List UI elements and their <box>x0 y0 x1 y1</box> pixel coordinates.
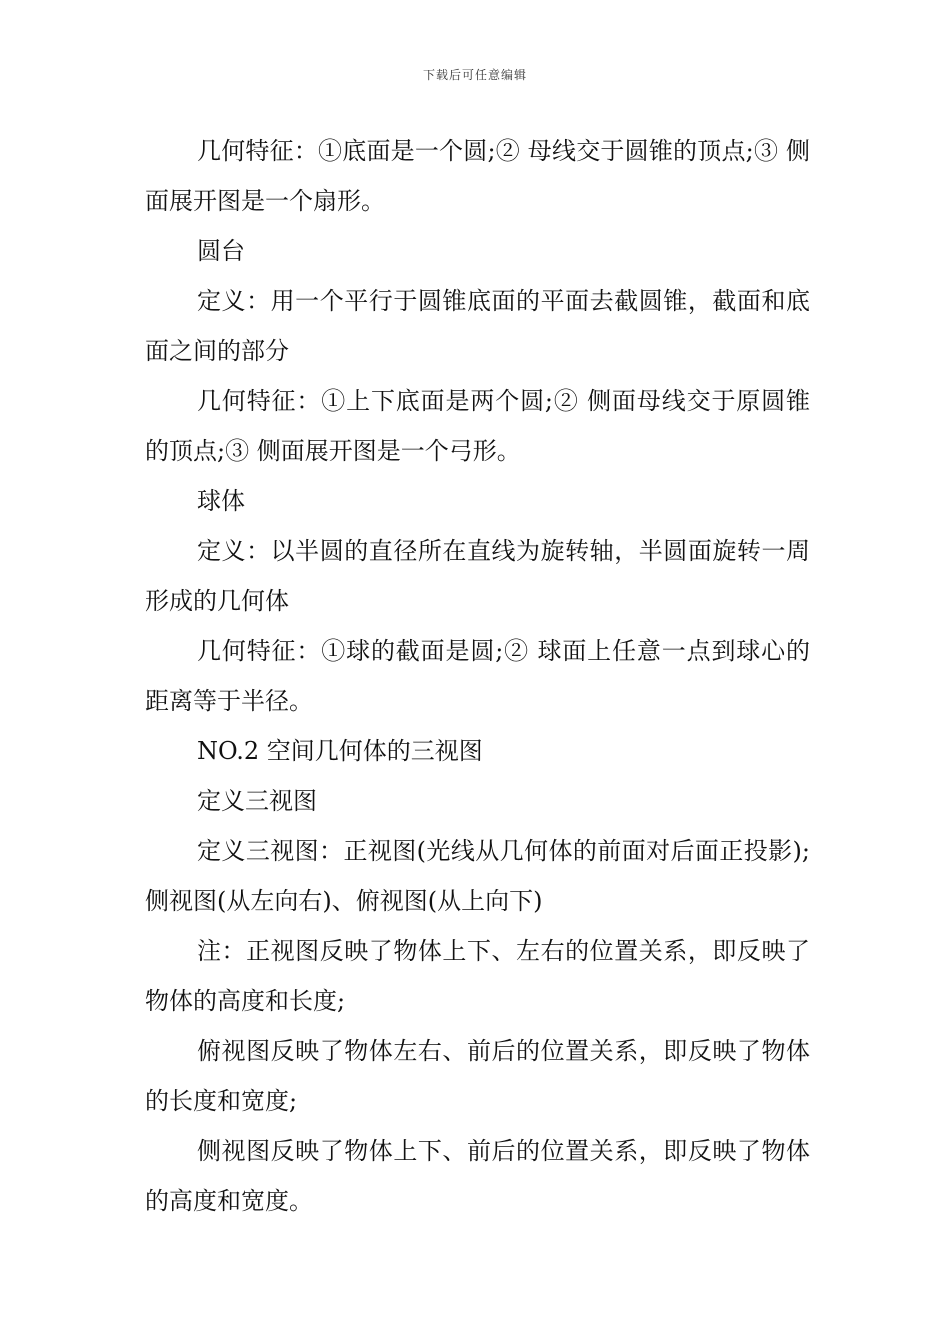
paragraph-sphere-features: 几何特征：①球的截面是圆;② 球面上任意一点到球心的距离等于半径。 <box>145 637 810 715</box>
paragraph-frustum-features: 几何特征：①上下底面是两个圆;② 侧面母线交于原圆锥的顶点;③ 侧面展开图是一个弓形。 <box>145 387 810 465</box>
page-header: 下载后可任意编辑 <box>422 68 527 82</box>
heading-sphere: 球体 <box>197 487 245 515</box>
paragraph-cone-features: 几何特征：①底面是一个圆;② 母线交于圆锥的顶点;③ 侧面展开图是一个扇形。 <box>145 137 810 215</box>
heading-frustum: 圆台 <box>197 237 245 265</box>
heading-three-views-definition: 定义三视图 <box>197 787 317 815</box>
paragraph-front-view-note: 注：正视图反映了物体上下、左右的位置关系，即反映了物体的高度和长度; <box>145 937 810 1015</box>
document-body <box>145 126 810 1226</box>
paragraph-frustum-definition: 定义：用一个平行于圆锥底面的平面去截圆锥，截面和底面之间的部分 <box>145 287 810 365</box>
paragraph-sphere-definition: 定义：以半圆的直径所在直线为旋转轴，半圆面旋转一周形成的几何体 <box>145 537 810 615</box>
paragraph-top-view-note: 俯视图反映了物体左右、前后的位置关系，即反映了物体的长度和宽度; <box>145 1037 810 1115</box>
paragraph-three-views-definition: 定义三视图：正视图(光线从几何体的前面对后面正投影);侧视图(从左向右)、俯视图(从上向下) <box>145 837 810 915</box>
heading-three-views-section: NO.2 空间几何体的三视图 <box>197 737 483 765</box>
paragraph-side-view-note: 侧视图反映了物体上下、前后的位置关系，即反映了物体的高度和宽度。 <box>145 1137 810 1215</box>
